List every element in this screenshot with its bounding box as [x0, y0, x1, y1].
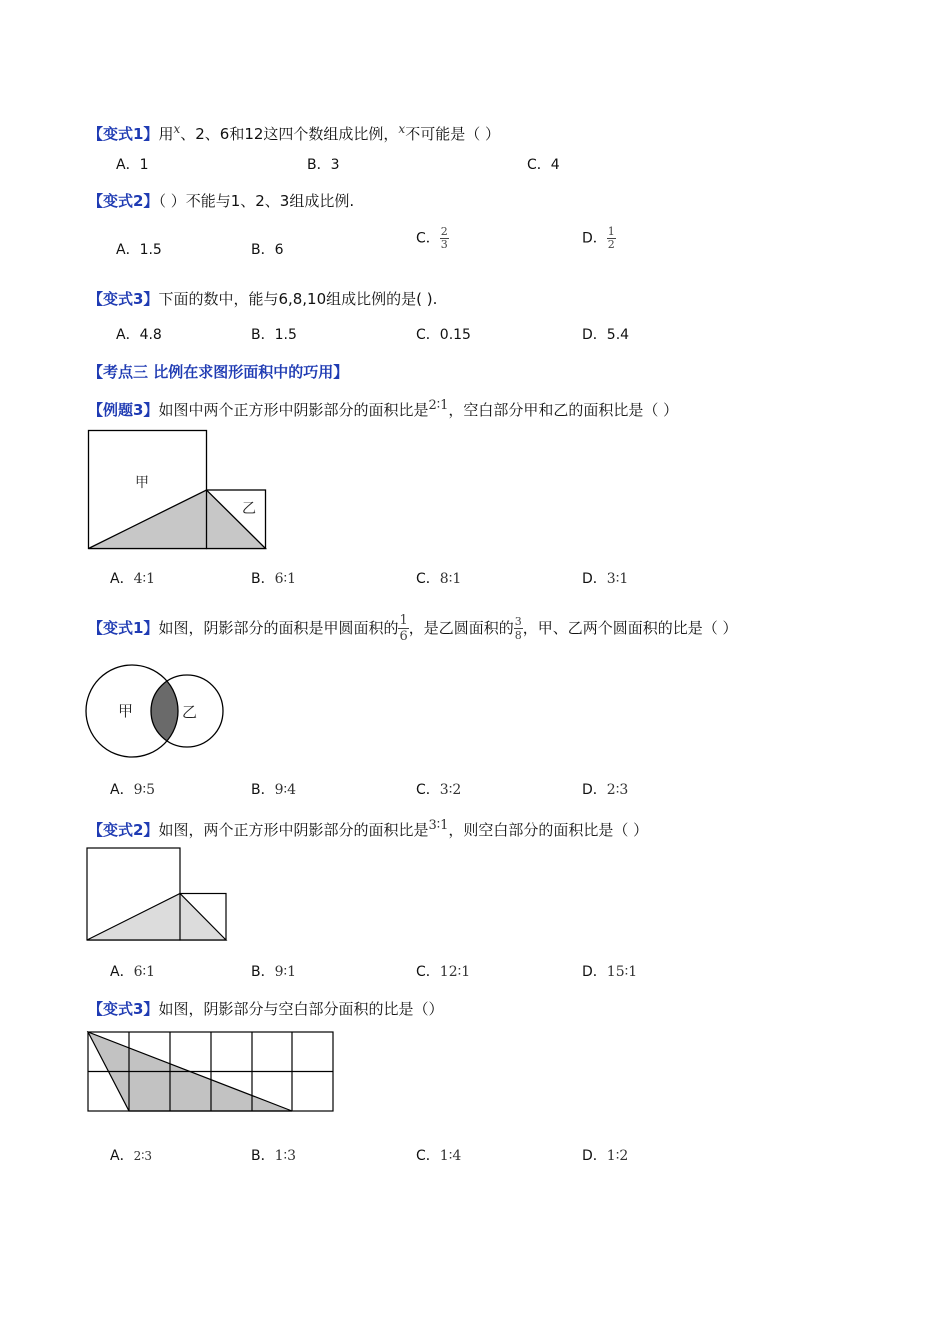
question-text: ，是乙圆面积的 — [408, 619, 514, 637]
question-tag: 【变式3】 — [88, 290, 159, 308]
option-c[interactable]: C．3∶2 — [416, 782, 462, 798]
question-tag: 【变式3】 — [88, 1000, 159, 1018]
option-d[interactable]: D．15∶1 — [582, 964, 638, 980]
question-text: 用 — [158, 125, 174, 143]
option-c[interactable]: C．12∶1 — [416, 964, 471, 980]
question-v2 — [88, 191, 354, 211]
variable-x: x — [173, 122, 181, 136]
question-text: 如图，两个正方形中阴影部分的面积比是 — [158, 821, 429, 839]
option-d[interactable]: D．2∶3 — [582, 782, 629, 798]
two-squares-figure — [85, 846, 231, 942]
question-tag: 【变式2】 — [88, 192, 159, 210]
section-heading: 【考点三 比例在求图形面积中的巧用】 — [88, 363, 349, 381]
label-yi: 乙 — [242, 501, 256, 517]
option-c[interactable]: C． $\frac{2}{3}$ — [416, 225, 448, 251]
option-a[interactable]: A．4∶1 — [110, 571, 156, 587]
question-text: ，甲、乙两个圆面积的比是（ ） — [522, 619, 738, 637]
shaded-triangle — [87, 894, 226, 941]
label-yi: 乙 — [182, 703, 198, 721]
option-b[interactable]: B．1∶3 — [251, 1148, 297, 1164]
variable-x: x — [398, 122, 406, 136]
option-a[interactable]: A．1 — [116, 157, 149, 173]
question-text: 如图，阴影部分与空白部分面积的比是（） — [158, 1000, 444, 1018]
question-b2 — [88, 816, 648, 840]
option-c[interactable]: C．1∶4 — [416, 1148, 462, 1164]
option-b[interactable]: B．9∶1 — [251, 964, 297, 980]
question-b1 — [88, 605, 738, 651]
option-a[interactable]: A．1.5 — [116, 242, 162, 258]
option-b[interactable]: B．9∶4 — [251, 782, 297, 798]
label-jia: 甲 — [135, 475, 149, 491]
question-text: 不可能是（ ） — [405, 125, 500, 143]
question-tag: 【变式1】 — [88, 619, 159, 637]
ratio: 3∶1 — [428, 818, 449, 833]
fraction: $\frac{1}{6}$ — [399, 613, 408, 644]
option-a[interactable]: A．9∶5 — [110, 782, 156, 798]
option-b[interactable]: B．1.5 — [251, 327, 297, 343]
option-b[interactable]: B．6∶1 — [251, 571, 297, 587]
two-squares-figure — [86, 428, 270, 552]
option-d[interactable]: D．5.4 — [582, 327, 630, 343]
question-text: 下面的数中，能与6,8,10组成比例的是( ). — [158, 290, 438, 308]
ratio: 2∶1 — [428, 398, 449, 413]
question-text: ，空白部分甲和乙的面积比是（ ） — [448, 401, 679, 419]
fraction: $\frac{1}{2}$ — [607, 225, 615, 251]
option-d[interactable]: D． $\frac{1}{2}$ — [582, 225, 615, 251]
question-text: 如图，阴影部分的面积是甲圆面积的 — [158, 619, 399, 637]
grid-figure — [86, 1030, 336, 1114]
option-d[interactable]: D．3∶1 — [582, 571, 629, 587]
question-tag: 【变式1】 — [88, 125, 159, 143]
question-text: ，则空白部分的面积比是（ ） — [448, 821, 649, 839]
question-text: 如图中两个正方形中阴影部分的面积比是 — [158, 401, 429, 419]
option-b[interactable]: B．6 — [251, 242, 284, 258]
question-v1 — [88, 119, 500, 144]
question-text: 、2、6和12这四个数组成比例， — [180, 125, 399, 143]
option-d[interactable]: D．1∶2 — [582, 1148, 629, 1164]
question-tag: 【变式2】 — [88, 821, 159, 839]
label-jia: 甲 — [118, 702, 134, 720]
question-v3 — [88, 289, 437, 309]
option-c[interactable]: C．4 — [527, 157, 560, 173]
option-a[interactable]: A．6∶1 — [110, 964, 156, 980]
shaded-triangle — [89, 490, 266, 549]
option-b[interactable]: B．3 — [307, 157, 340, 173]
two-circles-figure — [84, 662, 228, 762]
option-c[interactable]: C．0.15 — [416, 327, 471, 343]
question-tag: 【例题3】 — [88, 401, 159, 419]
option-a[interactable]: A．4.8 — [116, 327, 162, 343]
question-ex3 — [88, 396, 678, 420]
question-text: （ ）不能与1、2、3组成比例. — [158, 192, 355, 210]
fraction: $\frac{3}{8}$ — [514, 615, 522, 642]
option-c[interactable]: C．8∶1 — [416, 571, 462, 587]
fraction: $\frac{2}{3}$ — [440, 225, 448, 251]
option-a[interactable]: A．2∶3 — [110, 1148, 152, 1164]
question-b3 — [88, 999, 443, 1019]
